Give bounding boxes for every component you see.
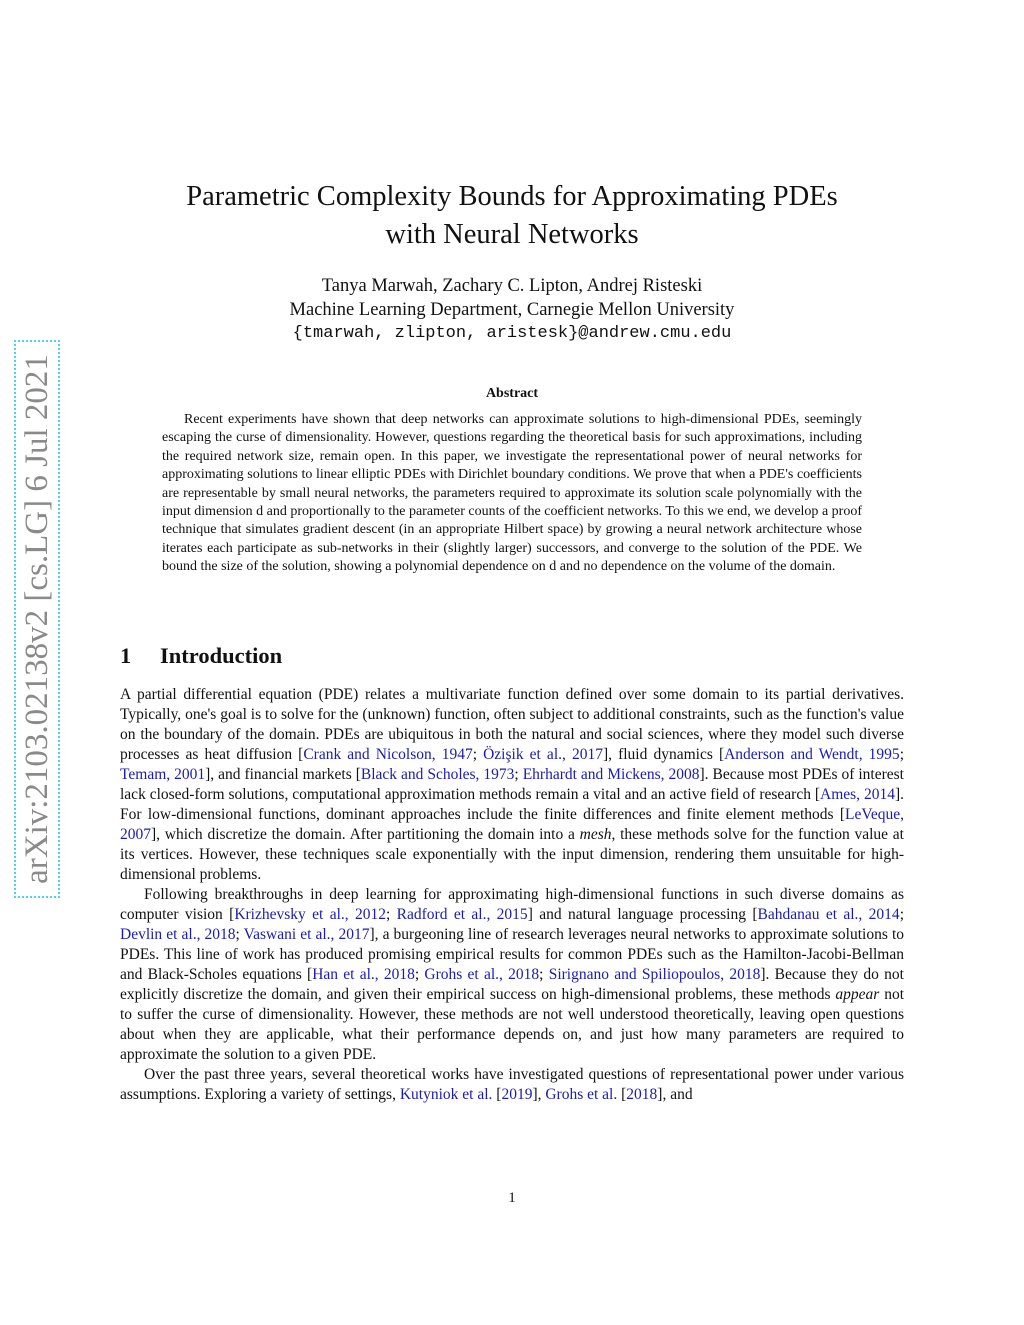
page-number: 1 xyxy=(508,1190,516,1206)
text-run: ; xyxy=(472,746,484,763)
text-run: [ xyxy=(617,1086,627,1103)
emphasis-text: appear xyxy=(835,986,880,1003)
citation-link[interactable]: Temam, 2001 xyxy=(120,766,206,783)
citation-link[interactable]: 2018 xyxy=(626,1086,658,1103)
citation-link[interactable]: Vaswani et al., 2017 xyxy=(243,926,370,943)
section-number: 1 xyxy=(120,643,132,668)
author-names: Tanya Marwah, Zachary C. Lipton, Andrej Risteski xyxy=(321,276,703,296)
author-emails: {tmarwah, zlipton, aristesk}@andrew.cmu.edu xyxy=(292,324,732,343)
text-run: ], and xyxy=(657,1086,693,1103)
paragraph-1 xyxy=(120,685,904,885)
citation-link[interactable]: Radford et al., 2015 xyxy=(396,906,528,923)
text-run: A partial differential equation (PDE) relates a multivariate function defined over some domain to its partial derivatives. Typically, one's goal is to solve for the (unknown) function, often subject to additional constraints, such as the function's value on the boundary of the domain. PDEs are ubiquitous in both the natural and social sciences, where they model such diverse processes as heat diffusion [ xyxy=(120,686,904,763)
text-run: ]. For low-dimensional functions, dominant approaches include the finite differences and finite element methods [ xyxy=(120,786,904,823)
text-run: ; xyxy=(414,966,425,983)
citation-link[interactable]: Grohs et al., 2018 xyxy=(424,966,540,983)
text-run: ], xyxy=(532,1086,546,1103)
arxiv-identifier-stamp xyxy=(14,340,62,900)
abstract-text: Recent experiments have shown that deep networks can approximate solutions to high-dimensional PDEs, seemingly escaping the curse of dimensionality. However, questions regarding the theoretical basis for such approximations, including the required network size, remain open. In this paper, we investigate the representational power of neural networks for approximating solutions to linear elliptic PDEs with Dirichlet boundary conditions. We prove that when a PDE's coefficients are representable by small neural networks, the parameters required to approximate its solution scale polynomially with the input dimension d and proportionally to the parameter counts of the coefficient networks. To this we end, we develop a proof technique that simulates gradient descent (in an appropriate Hilbert space) by growing a neural network architecture whose iterates each participate as sub-networks in their (slightly larger) successors, and converge to the solution of the PDE. We bound the size of the solution, showing a polynomial dependence on d and no dependence on the volume of the domain. xyxy=(162,412,862,575)
text-run: , these methods solve for the function value at its vertices. However, these techniques scale exponentially with the input dimension, rendering them unsuitable for high-dimensional problems. xyxy=(120,826,904,883)
citation-link[interactable]: Crank and Nicolson, 1947 xyxy=(303,746,473,763)
paper-title xyxy=(100,178,924,254)
text-run: ]. Because they do not explicitly discretize the domain, and given their empirical success on high-dimensional problems, these methods xyxy=(120,966,904,1003)
emphasis-text: mesh xyxy=(579,826,612,843)
introduction-body xyxy=(120,685,904,1105)
text-run: ], and financial markets [ xyxy=(205,766,361,783)
text-run: ; xyxy=(386,906,397,923)
citation-link[interactable]: Black and Scholes, 1973 xyxy=(360,766,515,783)
section-title: Introduction xyxy=(160,643,283,668)
text-run: ], a burgeoning line of research leverages neural networks to approximate solutions to PDEs. This line of work has produced promising empirical results for common PDEs such as the Hamilton-Jacobi-Bellman and Black-Scholes equations [ xyxy=(120,926,905,983)
citation-link[interactable]: Grohs et al. xyxy=(545,1086,618,1103)
text-run: ], fluid dynamics [ xyxy=(602,746,725,763)
text-run: [ xyxy=(492,1086,502,1103)
text-run: ; xyxy=(899,746,904,763)
citation-link[interactable]: Özişik et al., 2017 xyxy=(483,746,603,763)
citation-link[interactable]: Kutyniok et al. xyxy=(399,1086,493,1103)
text-run: ] and natural language processing [ xyxy=(527,906,758,923)
text-run: ; xyxy=(235,926,244,943)
title-line-1: Parametric Complexity Bounds for Approximating PDEs xyxy=(186,181,838,212)
text-run: ]. Because most PDEs of interest lack closed-form solutions, computational approximation methods remain a vital and an active field of research [ xyxy=(120,766,904,803)
citation-link[interactable]: Sirignano and Spiliopoulos, 2018 xyxy=(548,966,761,983)
title-line-2: with Neural Networks xyxy=(385,219,639,250)
text-run: ; xyxy=(899,906,904,923)
citation-link[interactable]: Ehrhardt and Mickens, 2008 xyxy=(522,766,700,783)
affiliation: Machine Learning Department, Carnegie Mellon University xyxy=(289,300,735,320)
citation-link[interactable]: Devlin et al., 2018 xyxy=(120,926,236,943)
paragraph-3 xyxy=(120,1065,904,1105)
text-run: Following breakthroughs in deep learning for approximating high-dimensional functions in such diverse domains as computer vision [ xyxy=(120,886,904,923)
citation-link[interactable]: Krizhevsky et al., 2012 xyxy=(234,906,386,923)
citation-link[interactable]: Han et al., 2018 xyxy=(312,966,415,983)
text-run: ; xyxy=(514,766,523,783)
citation-link[interactable]: Anderson and Wendt, 1995 xyxy=(724,746,900,763)
paragraph-2 xyxy=(120,885,904,1065)
text-run: not to suffer the curse of dimensionality. However, these methods are not well understood theoretically, leaving open questions about when they are applicable, what their performance depends on, and just how many parameters are required to approximate the solution to a given PDE. xyxy=(120,986,904,1063)
citation-link[interactable]: Ames, 2014 xyxy=(820,786,895,803)
citation-link[interactable]: 2019 xyxy=(501,1086,533,1103)
citation-link[interactable]: LeVeque, 2007 xyxy=(120,806,904,843)
section-heading xyxy=(120,643,282,669)
text-run: ], which discretize the domain. After partitioning the domain into a xyxy=(151,826,580,843)
text-run: ; xyxy=(539,966,549,983)
text-run: Over the past three years, several theoretical works have investigated questions of representational power under various assumptions. Exploring a variety of settings, xyxy=(120,1066,904,1103)
citation-link[interactable]: Bahdanau et al., 2014 xyxy=(757,906,900,923)
abstract-heading: Abstract xyxy=(485,386,539,401)
arxiv-id: arXiv:2103.02138v2 [cs.LG] 6 Jul 2021 xyxy=(19,354,55,884)
author-block xyxy=(100,274,924,346)
